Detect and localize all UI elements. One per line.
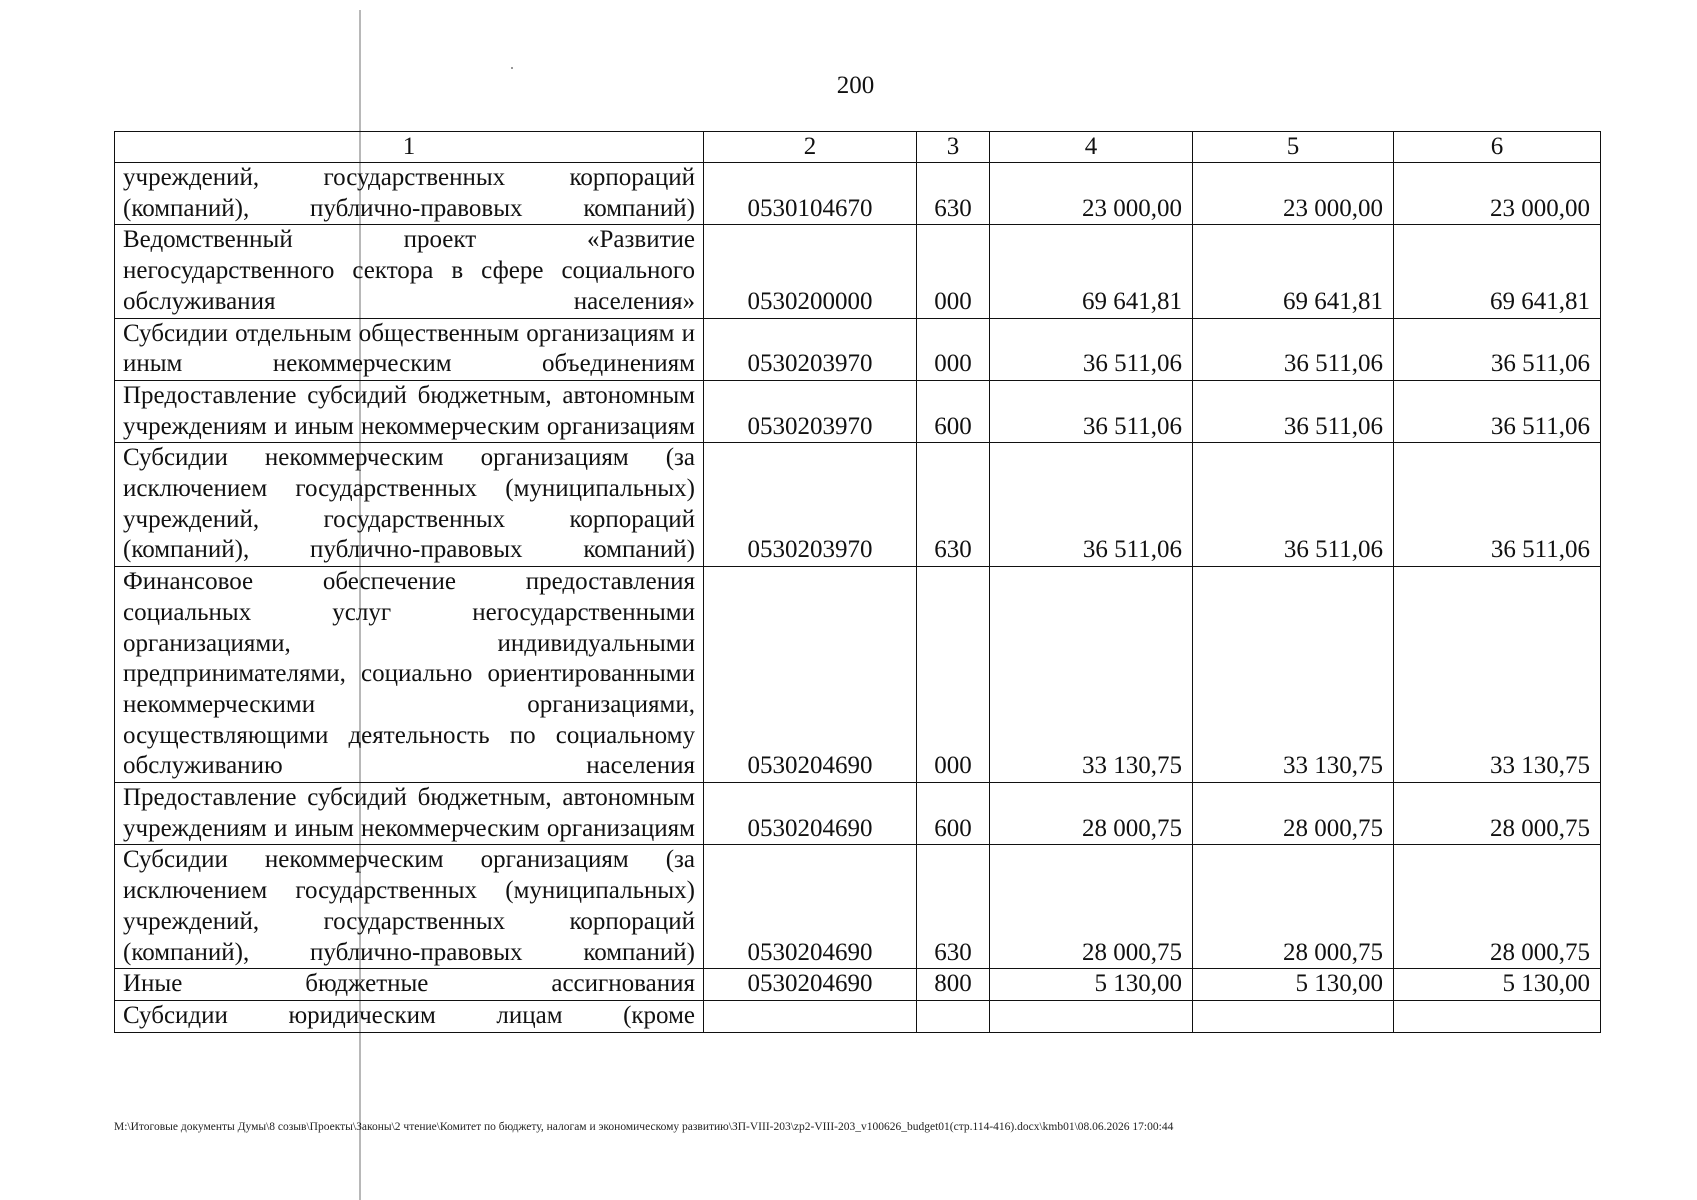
- row-description: Субсидии юридическим лицам (кроме: [115, 1000, 704, 1032]
- column-number-header-row: [115, 132, 1601, 163]
- row-amount-col4: 36 511,06: [990, 380, 1193, 442]
- row-description: Субсидии отдельным общественным организациям и иным некоммерческим объединениям: [115, 318, 704, 380]
- row-amount-col6: 36 511,06: [1394, 443, 1601, 567]
- row-amount-col6: 69 641,81: [1394, 225, 1601, 318]
- row-target-code: 0530204690: [704, 567, 917, 783]
- column-header: 6: [1394, 132, 1601, 163]
- row-target-code: 0530203970: [704, 380, 917, 442]
- row-amount-col4: 28 000,75: [990, 783, 1193, 845]
- table-row: [115, 845, 1601, 969]
- row-target-code: 0530204690: [704, 783, 917, 845]
- row-amount-col4: 36 511,06: [990, 318, 1193, 380]
- table-row: [115, 163, 1601, 225]
- row-amount-col5: 28 000,75: [1193, 845, 1394, 969]
- table-row: [115, 318, 1601, 380]
- table-row: [115, 1000, 1601, 1032]
- row-amount-col4: 5 130,00: [990, 969, 1193, 1001]
- column-header: 1: [115, 132, 704, 163]
- row-target-code: 0530203970: [704, 318, 917, 380]
- row-amount-col6: [1394, 1000, 1601, 1032]
- row-target-code: 0530200000: [704, 225, 917, 318]
- row-expense-type: 000: [917, 225, 990, 318]
- table-row: [115, 783, 1601, 845]
- row-expense-type: 630: [917, 163, 990, 225]
- row-target-code: 0530204690: [704, 969, 917, 1001]
- document-file-path: M:\Итоговые документы Думы\8 созыв\Проекты\Законы\2 чтение\Комитет по бюджету, налогам и экономическому развитию\ЗП-VIII-203\zp2-VIII-203_v100626_budget01(стр.114-416).docx\kmb01\08.06.2026 17:00:44: [114, 1121, 1174, 1133]
- row-amount-col6: 36 511,06: [1394, 380, 1601, 442]
- row-amount-col6: 28 000,75: [1394, 845, 1601, 969]
- row-description: Предоставление субсидий бюджетным, автономным учреждениям и иным некоммерческим организациям: [115, 783, 704, 845]
- row-amount-col4: [990, 1000, 1193, 1032]
- row-expense-type: 600: [917, 380, 990, 442]
- page-number: 200: [836, 72, 875, 99]
- row-amount-col6: 33 130,75: [1394, 567, 1601, 783]
- row-expense-type: 630: [917, 845, 990, 969]
- row-amount-col6: 28 000,75: [1394, 783, 1601, 845]
- row-amount-col5: 23 000,00: [1193, 163, 1394, 225]
- row-amount-col6: 5 130,00: [1394, 969, 1601, 1001]
- row-expense-type: 800: [917, 969, 990, 1001]
- row-target-code: [704, 1000, 917, 1032]
- row-target-code: 0530203970: [704, 443, 917, 567]
- column-header: 2: [704, 132, 917, 163]
- row-amount-col5: 36 511,06: [1193, 318, 1394, 380]
- row-amount-col5: 33 130,75: [1193, 567, 1394, 783]
- row-amount-col4: 69 641,81: [990, 225, 1193, 318]
- row-amount-col4: 23 000,00: [990, 163, 1193, 225]
- column-header: 3: [917, 132, 990, 163]
- row-amount-col5: 36 511,06: [1193, 443, 1394, 567]
- row-amount-col4: 36 511,06: [990, 443, 1193, 567]
- row-amount-col4: 33 130,75: [990, 567, 1193, 783]
- budget-table: [114, 131, 1601, 1033]
- table-row: [115, 380, 1601, 442]
- table-row: [115, 567, 1601, 783]
- row-amount-col5: [1193, 1000, 1394, 1032]
- row-amount-col5: 5 130,00: [1193, 969, 1394, 1001]
- row-expense-type: 000: [917, 567, 990, 783]
- row-amount-col4: 28 000,75: [990, 845, 1193, 969]
- column-header: 5: [1193, 132, 1394, 163]
- row-description: Предоставление субсидий бюджетным, автономным учреждениям и иным некоммерческим организациям: [115, 380, 704, 442]
- row-amount-col6: 23 000,00: [1394, 163, 1601, 225]
- table-row: [115, 969, 1601, 1001]
- table-row: [115, 443, 1601, 567]
- row-description: учреждений, государственных корпораций (компаний), публично-правовых компаний): [115, 163, 704, 225]
- row-description: Субсидии некоммерческим организациям (за исключением государственных (муниципальных) учреждений, государственных корпораций (компаний), публично-правовых компаний): [115, 443, 704, 567]
- row-expense-type: 000: [917, 318, 990, 380]
- row-target-code: 0530204690: [704, 845, 917, 969]
- row-amount-col5: 36 511,06: [1193, 380, 1394, 442]
- row-target-code: 0530104670: [704, 163, 917, 225]
- row-description: Субсидии некоммерческим организациям (за исключением государственных (муниципальных) учреждений, государственных корпораций (компаний), публично-правовых компаний): [115, 845, 704, 969]
- scan-speck: [511, 67, 513, 69]
- row-description: Иные бюджетные ассигнования: [115, 969, 704, 1001]
- row-amount-col5: 28 000,75: [1193, 783, 1394, 845]
- row-amount-col5: 69 641,81: [1193, 225, 1394, 318]
- row-expense-type: 600: [917, 783, 990, 845]
- row-expense-type: 630: [917, 443, 990, 567]
- row-description: Ведомственный проект «Развитие негосударственного сектора в сфере социального обслуживания населения»: [115, 225, 704, 318]
- row-expense-type: [917, 1000, 990, 1032]
- row-amount-col6: 36 511,06: [1394, 318, 1601, 380]
- row-description: Финансовое обеспечение предоставления социальных услуг негосударственными организациями, индивидуальными предпринимателями, социально ориентированными некоммерческими организациями, осуществляющими деятельность по социальному обслуживанию населения: [115, 567, 704, 783]
- column-header: 4: [990, 132, 1193, 163]
- table-row: [115, 225, 1601, 318]
